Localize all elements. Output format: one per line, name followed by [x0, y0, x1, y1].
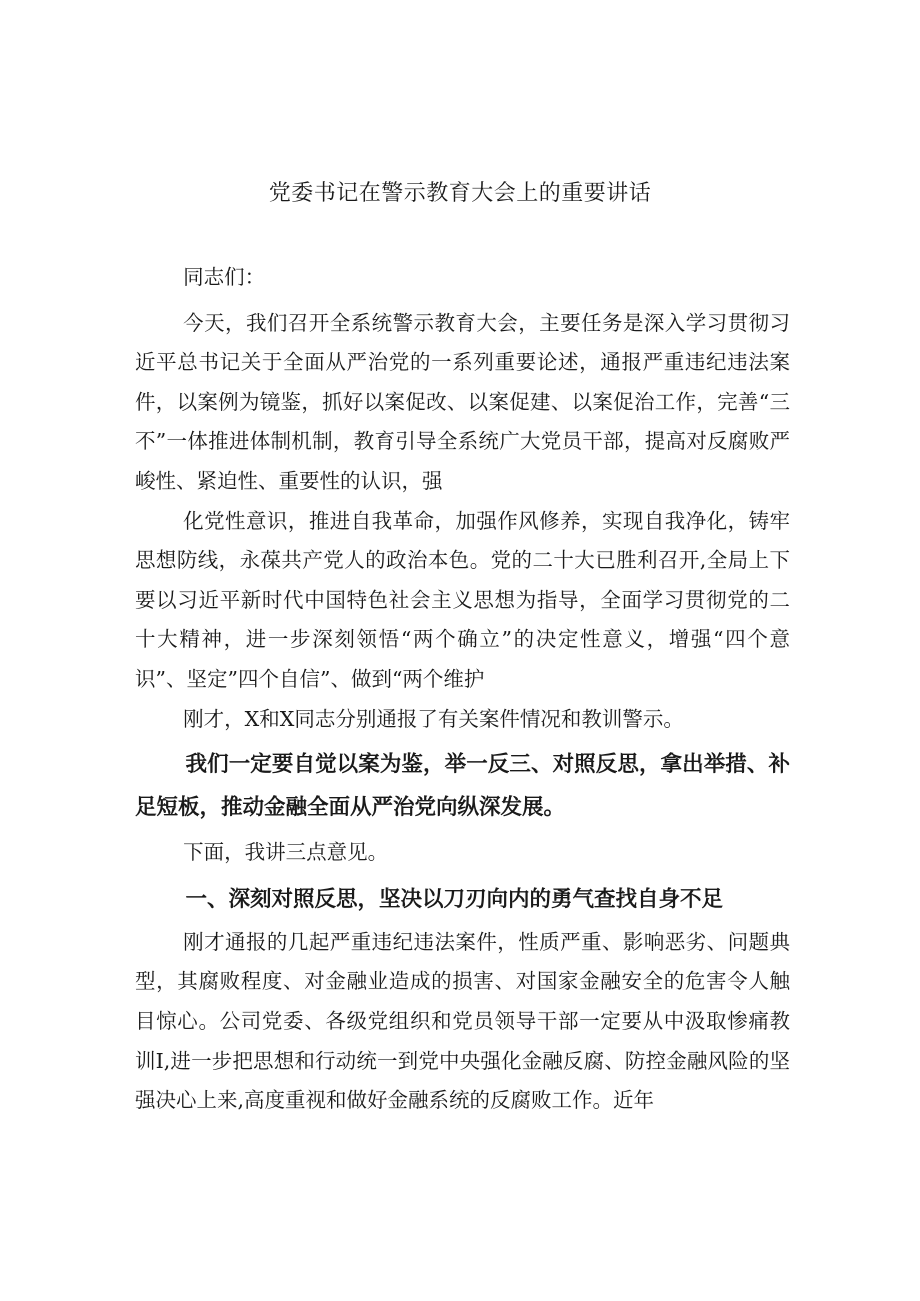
section-heading: 一、深刻对照反思，坚决以刀刃向内的勇气查找自身不足	[185, 886, 724, 912]
section-paragraph: 刚才通报的几起严重违纪违法案件，性质严重、影响恶劣、问题典型，其腐败程度、对金融业造成的损害、对国家金融安全的危害令人触目惊心。公司党委、各级党组织和党员领导干部一定要从中汲取惨痛教训I,进一步把思想和行动统一到党中央强化金融反腐、防控金融风险的坚强决心上来,高度重视和做好金融系统的反腐败工作。近年	[135, 929, 790, 1113]
emphasis-paragraph: 我们一定要自觉以案为鉴，举一反三、对照反思，拿出举措、补足短板，推动金融全面从严治党向纵深发展。	[135, 752, 790, 821]
body-paragraph: 刚才，X和X同志分别通报了有关案件情况和教训警示。	[183, 706, 684, 731]
intro-paragraph: 下面，我讲三点意见。	[183, 840, 389, 865]
document-title: 党委书记在警示教育大会上的重要讲话	[268, 181, 652, 206]
body-paragraph: 今天，我们召开全系统警示教育大会，主要任务是深入学习贯彻习近平总书记关于全面从严治党的一系列重要论述，通报严重违纪违法案件，以案例为镜鉴，抓好以案促改、以案促建、以案促治工作，完善“三不”一体推进体制机制，教育引导全系统广大党员干部，提高对反腐败严峻性、紧迫性、重要性的认识，强	[135, 310, 790, 493]
document-body	[135, 258, 790, 1121]
body-paragraph: 化党性意识，推进自我革命，加强作风修养，实现自我净化，铸牢思想防线，永葆共产党人的政治本色。党的二十大已胜利召开,全局上下要以习近平新时代中国特色社会主义思想为指导，全面学习贯彻党的二十大精神，进一步深刻领悟“两个确立”的决定性意义，增强“四个意识”、坚定”四个自信”、做到“两个维护	[135, 508, 790, 691]
greeting-paragraph: 同志们：	[183, 265, 266, 289]
